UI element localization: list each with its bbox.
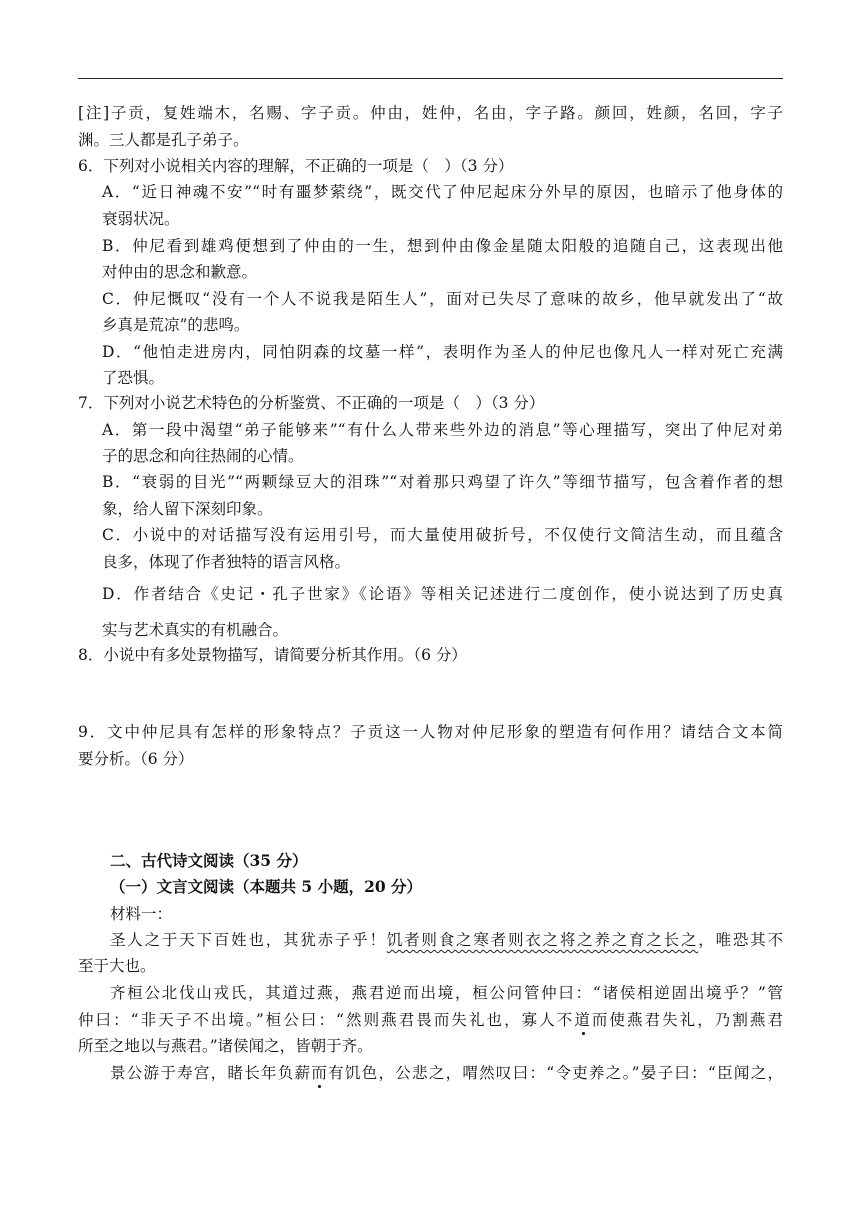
q6-option-b-line-1: B．仲尼看到雄鸡便想到了仲由的一生，想到仲由像金星随太阳般的追随自己，这表现出他	[102, 237, 783, 255]
material-1-para-1-line-2: 至于大也。	[78, 957, 156, 975]
q6-option-c-line-2: 乡真是荒凉”的悲鸣。	[102, 316, 250, 334]
q7-option-d-line-2: 实与艺术真实的有机融合。	[102, 621, 289, 639]
q6-option-d-line-1: D．“他怕走进房内，同怕阴森的坟墓一样”，表明作为圣人的仲尼也像凡人一样对死亡充满	[102, 343, 783, 361]
q6-option-a-line-2: 衰弱状况。	[102, 210, 180, 228]
question-6-stem: 6．下列对小说相关内容的理解，不正确的一项是（ ）（3 分）	[78, 157, 514, 175]
material-1-para-1-line-1	[110, 930, 783, 950]
section-2-subtitle: （一）文言文阅读（本题共 5 小题，20 分）	[110, 877, 423, 896]
q7-option-c-line-2: 良多，体现了作者独特的语言风格。	[102, 553, 351, 571]
q7-option-c-line-1: C．小说中的对话描写没有运用引号，而大量使用破折号，不仅使行文简洁生动，而且蕴含	[102, 526, 783, 544]
wavy-underlined-text: 饥者则食之寒者则衣之将之养之育之长之	[386, 931, 699, 949]
emphasis-dotted-char: 而	[311, 1064, 329, 1082]
question-7-stem: 7．下列对小说艺术特色的分析鉴赏、不正确的一项是（ ）（3 分）	[78, 394, 545, 412]
para-2-line-2-start: 仲曰：“非天子不出境。”桓公曰：“然则燕君畏而失礼也，寡人不	[78, 1011, 575, 1029]
emphasis-dotted-char: 道	[574, 1011, 592, 1029]
para-1-text-end: ，唯恐其不	[698, 931, 783, 949]
q6-option-c-line-1: C．仲尼慨叹“没有一个人不说我是陌生人”，面对已失尽了意味的故乡，他早就发出了“故	[102, 290, 783, 308]
q6-option-b-line-2: 对仲由的思念和歉意。	[102, 263, 258, 281]
q7-option-d-line-1: D．作者结合《史记・孔子世家》《论语》等相关记述进行二度创作，使小说达到了历史真	[102, 585, 783, 603]
q7-option-a-line-2: 子的思念和向往热闹的心情。	[102, 447, 304, 465]
para-3-text-end: 有饥色，公悲之，喟然叹曰：“令吏养之。”晏子曰：“臣闻之，	[328, 1064, 783, 1082]
q7-option-b-line-1: B．“衰弱的目光”“两颗绿豆大的泪珠”“对着那只鸡望了许久”等细节描写，包含着作者的想	[102, 473, 783, 491]
q7-option-b-line-2: 象，给人留下深刻印象。	[102, 500, 273, 518]
q6-option-a-line-1: A．“近日神魂不安”“时有噩梦萦绕”，既交代了仲尼起床分外早的原因，也暗示了他身体的	[102, 183, 783, 201]
q6-option-d-line-2: 了恐惧。	[102, 369, 165, 387]
header-rule	[78, 78, 783, 79]
section-2-title: 二、古代诗文阅读（35 分）	[110, 851, 308, 870]
material-1-para-2-line-2	[78, 1010, 783, 1030]
note-line-1: [注]子贡，复姓端木，名赐、字子贡。仲由，姓仲，名由，字子路。颜回，姓颜，名回，字子	[78, 104, 783, 122]
q7-option-a-line-1: A．第一段中渴望“弟子能够来”“有什么人带来些外边的消息”等心理描写，突出了仲尼对弟	[102, 421, 783, 439]
material-1-label: 材料一：	[110, 905, 173, 923]
question-9-line-1: 9．文中仲尼具有怎样的形象特点？子贡这一人物对仲尼形象的塑造有何作用？请结合文本简	[78, 723, 783, 741]
material-1-para-3-line-1	[110, 1063, 783, 1083]
question-9-line-2: 要分析。（6 分）	[78, 750, 194, 768]
question-8-stem: 8．小说中有多处景物描写，请简要分析其作用。（6 分）	[78, 646, 467, 664]
material-1-para-2-line-3: 所至之地以与燕君。”诸侯闻之，皆朝于齐。	[78, 1037, 373, 1055]
para-3-text-start: 景公游于寿宫，睹长年负薪	[110, 1064, 312, 1082]
para-2-line-2-end: 而使燕君失礼，乃割燕君	[591, 1011, 783, 1029]
para-1-text-start: 圣人之于天下百姓也，其犹赤子乎！	[110, 931, 387, 949]
note-line-2: 渊。三人都是孔子弟子。	[78, 131, 249, 149]
material-1-para-2-line-1: 齐桓公北伐山戎氏，其道过燕，燕君逆而出境，桓公问管仲曰：“诸侯相逆固出境乎？”管	[110, 984, 783, 1002]
